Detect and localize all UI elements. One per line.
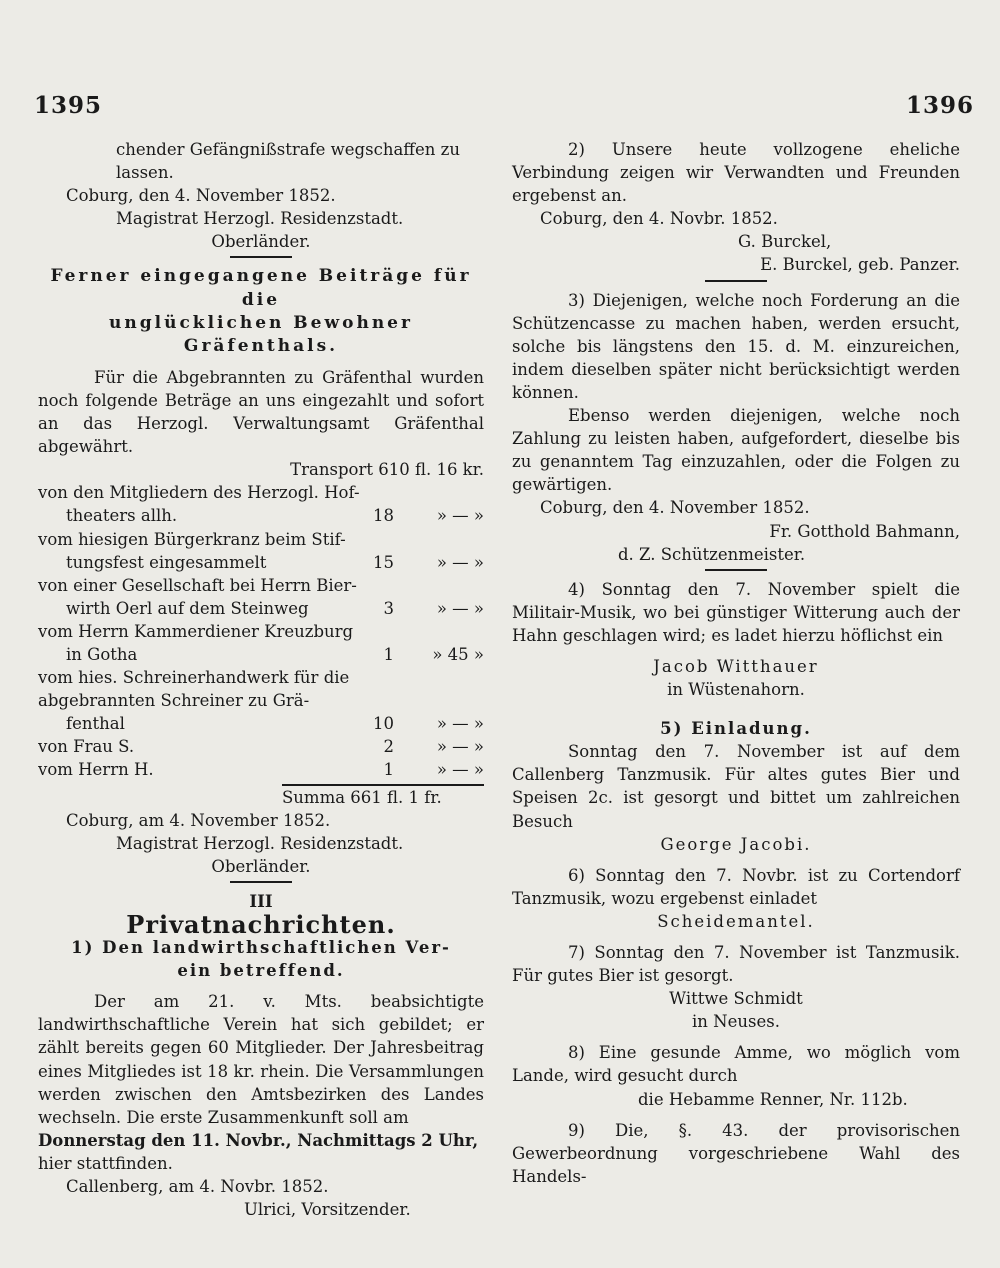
- contribution-amount-row: [38, 735, 484, 758]
- contribution-line: vom hies. Schreinerhandwerk für die: [38, 668, 350, 688]
- intro-line-2: lassen.: [116, 163, 174, 183]
- notice-3-date: Coburg, den 4. November 1852.: [540, 498, 810, 518]
- notice-2-signature-1: G. Burckel,: [738, 232, 832, 252]
- contribution-amount-row: [38, 551, 484, 574]
- notice-9: 9) Die, §. 43. der provisorischen Gewerbeordnung vorgeschriebene Wahl des Handels-: [512, 1120, 960, 1186]
- contribution-label: von Frau S.: [38, 737, 135, 757]
- signature-ulrici: Ulrici, Vorsitzender.: [244, 1200, 411, 1220]
- contribution-amount-row: [38, 643, 484, 666]
- contribution-florin: 1: [383, 760, 394, 780]
- signature-oberlaender-2: Oberländer.: [211, 856, 311, 876]
- notice-4-signature-2: in Wüstenahorn.: [667, 680, 805, 700]
- notice-2-signature-2: E. Burckel, geb. Panzer.: [760, 255, 960, 275]
- contribution-kreuzer: » — »: [436, 598, 484, 618]
- contribution-kreuzer: » — »: [436, 714, 484, 734]
- page-number-right: 1396: [906, 92, 975, 119]
- contribution-line: abgebrannten Schreiner zu Grä-: [38, 691, 310, 711]
- contributions-paragraph: Für die Abgebrannten zu Gräfenthal wurden noch folgende Beträge an uns eingezahlt und sofort an das Herzogl. Verwaltungsamt Gräfenthal abgewährt.: [38, 367, 484, 457]
- contribution-florin: 2: [383, 737, 394, 757]
- sub-heading-line-1: 1) Den landwirthschaftlichen Ver-: [71, 938, 451, 958]
- contribution-entry: [38, 528, 484, 574]
- contribution-florin: 10: [373, 714, 394, 734]
- notice-3-signature-1: Fr. Gotthold Bahmann,: [769, 521, 960, 541]
- magistrat-line-1: Magistrat Herzogl. Residenzstadt.: [116, 209, 404, 229]
- contribution-label: theaters allh.: [66, 506, 178, 526]
- notice-4: 4) Sonntag den 7. November spielt die Militair-Musik, wo bei günstiger Witterung auch der Hahn geschlagen wird; es ladet hierzu höflichst ein: [512, 579, 960, 645]
- contribution-label: in Gotha: [66, 644, 138, 664]
- date-line-1: Coburg, den 4. November 1852.: [66, 186, 336, 206]
- verein-end-line: hier stattfinden.: [38, 1153, 173, 1173]
- contribution-amount-row: [38, 504, 484, 527]
- contribution-florin: 18: [373, 506, 394, 526]
- notice-3: 3) Diejenigen, welche noch Forderung an die Schützencasse zu machen haben, werden ersucht, solche bis längstens den 15. d. M. einzureichen, indem dieselben später nicht berücksichtigt werden können.: [512, 290, 960, 402]
- contribution-label: fenthal: [66, 714, 125, 734]
- summa-line: [282, 784, 484, 809]
- contribution-entry: [38, 620, 484, 666]
- contribution-florin: 3: [383, 598, 394, 618]
- notice-8: 8) Eine gesunde Amme, wo möglich vom Lande, wird gesucht durch: [512, 1043, 960, 1086]
- contribution-amount-row: [38, 758, 484, 781]
- divider: [705, 280, 767, 282]
- contribution-kreuzer: » 45 »: [432, 644, 484, 664]
- verein-paragraph: Der am 21. v. Mts. beabsichtigte landwirthschaftliche Verein hat sich gebildet; er zählt bereits gegen 60 Mitglieder. Der Jahresbeitrag eines Mitgliedes ist 18 kr. rhein. Die Versammlungen werden zwischen den Amtsbezirken des Landes wechseln. Die erste Zusammenkunft soll am: [38, 992, 484, 1127]
- left-column: [38, 138, 484, 1221]
- contribution-florin: 1: [383, 644, 394, 664]
- contribution-line: vom hiesigen Bürgerkranz beim Stif-: [38, 529, 346, 549]
- notice-7-signature-1: Wittwe Schmidt: [669, 989, 803, 1009]
- contribution-entry: [38, 666, 484, 735]
- notice-6-signature: Scheidemantel.: [657, 911, 815, 931]
- divider: [230, 881, 292, 883]
- notice-7-signature-2: in Neuses.: [692, 1012, 780, 1032]
- notice-2: 2) Unsere heute vollzogene eheliche Verbindung zeigen wir Verwandten und Freunden ergebenst an.: [512, 140, 960, 206]
- contribution-line: von den Mitgliedern des Herzogl. Hof-: [38, 483, 360, 503]
- transport-line: Transport 610 fl. 16 kr.: [290, 460, 484, 480]
- notice-5-signature: George Jacobi.: [660, 834, 812, 854]
- notice-5-title: 5) Einladung.: [660, 719, 812, 739]
- contribution-label: wirth Oerl auf dem Steinweg: [66, 598, 309, 618]
- intro-line-1: chender Gefängnißstrafe wegschaffen zu: [116, 140, 460, 159]
- contribution-kreuzer: » — »: [436, 552, 484, 572]
- date-line-3: Callenberg, am 4. Novbr. 1852.: [66, 1177, 329, 1197]
- notice-2-date: Coburg, den 4. Novbr. 1852.: [540, 209, 778, 229]
- date-line-2: Coburg, am 4. November 1852.: [66, 810, 331, 830]
- section-number: III: [249, 891, 273, 911]
- contribution-line: von einer Gesellschaft bei Herrn Bier-: [38, 575, 357, 595]
- notice-6: 6) Sonntag den 7. Novbr. ist zu Cortendorf Tanzmusik, wozu ergebenst einladet: [512, 865, 960, 908]
- contributions-heading-1: Ferner eingegangene Beiträge für die: [50, 266, 472, 310]
- contribution-kreuzer: » — »: [436, 760, 484, 780]
- contribution-kreuzer: » — »: [436, 737, 484, 757]
- notice-4-signature-1: Jacob Witthauer: [653, 656, 819, 676]
- notice-3-signature-2: d. Z. Schützenmeister.: [618, 544, 806, 564]
- contribution-label: tungsfest eingesammelt: [66, 552, 267, 572]
- contribution-amount-row: [38, 597, 484, 620]
- divider: [705, 569, 767, 571]
- divider: [230, 256, 292, 258]
- contribution-kreuzer: » — »: [436, 506, 484, 526]
- right-column: [512, 138, 960, 1188]
- verein-date-line: Donnerstag den 11. Novbr., Nachmittags 2 Uhr,: [38, 1130, 479, 1150]
- contribution-entry: [38, 574, 484, 620]
- magistrat-line-2: Magistrat Herzogl. Residenzstadt.: [116, 833, 404, 853]
- contributions-heading-2: unglücklichen Bewohner Gräfenthals.: [109, 312, 413, 356]
- notice-5: Sonntag den 7. November ist auf dem Callenberg Tanzmusik. Für altes gutes Bier und Speisen 2c. ist gesorgt und bittet um zahlreichen Besuch: [512, 742, 960, 831]
- contribution-line: vom Herrn Kammerdiener Kreuzburg: [38, 621, 354, 641]
- contribution-entry: [38, 735, 484, 758]
- contribution-entry: [38, 758, 484, 781]
- page-number-left: 1395: [34, 92, 103, 119]
- notice-3b: Ebenso werden diejenigen, welche noch Zahlung zu leisten haben, aufgefordert, dieselbe bis zu genanntem Tag einzuzahlen, oder die Folgen zu gewärtigen.: [512, 406, 960, 495]
- sub-heading-line-2: ein betreffend.: [177, 961, 345, 981]
- summa-text: Summa 661 fl. 1 fr.: [282, 787, 442, 807]
- contribution-label: vom Herrn H.: [38, 760, 154, 780]
- contribution-amount-row: [38, 712, 484, 735]
- notice-8-signature: die Hebamme Renner, Nr. 112b.: [638, 1089, 908, 1109]
- signature-oberlaender-1: Oberländer.: [211, 232, 311, 252]
- contribution-entry: [38, 481, 484, 527]
- notice-7: 7) Sonntag den 7. November ist Tanzmusik. Für gutes Bier ist gesorgt.: [512, 943, 960, 986]
- contributions-list: [38, 481, 484, 781]
- section-title: Privatnachrichten.: [126, 910, 396, 939]
- contribution-florin: 15: [373, 552, 394, 572]
